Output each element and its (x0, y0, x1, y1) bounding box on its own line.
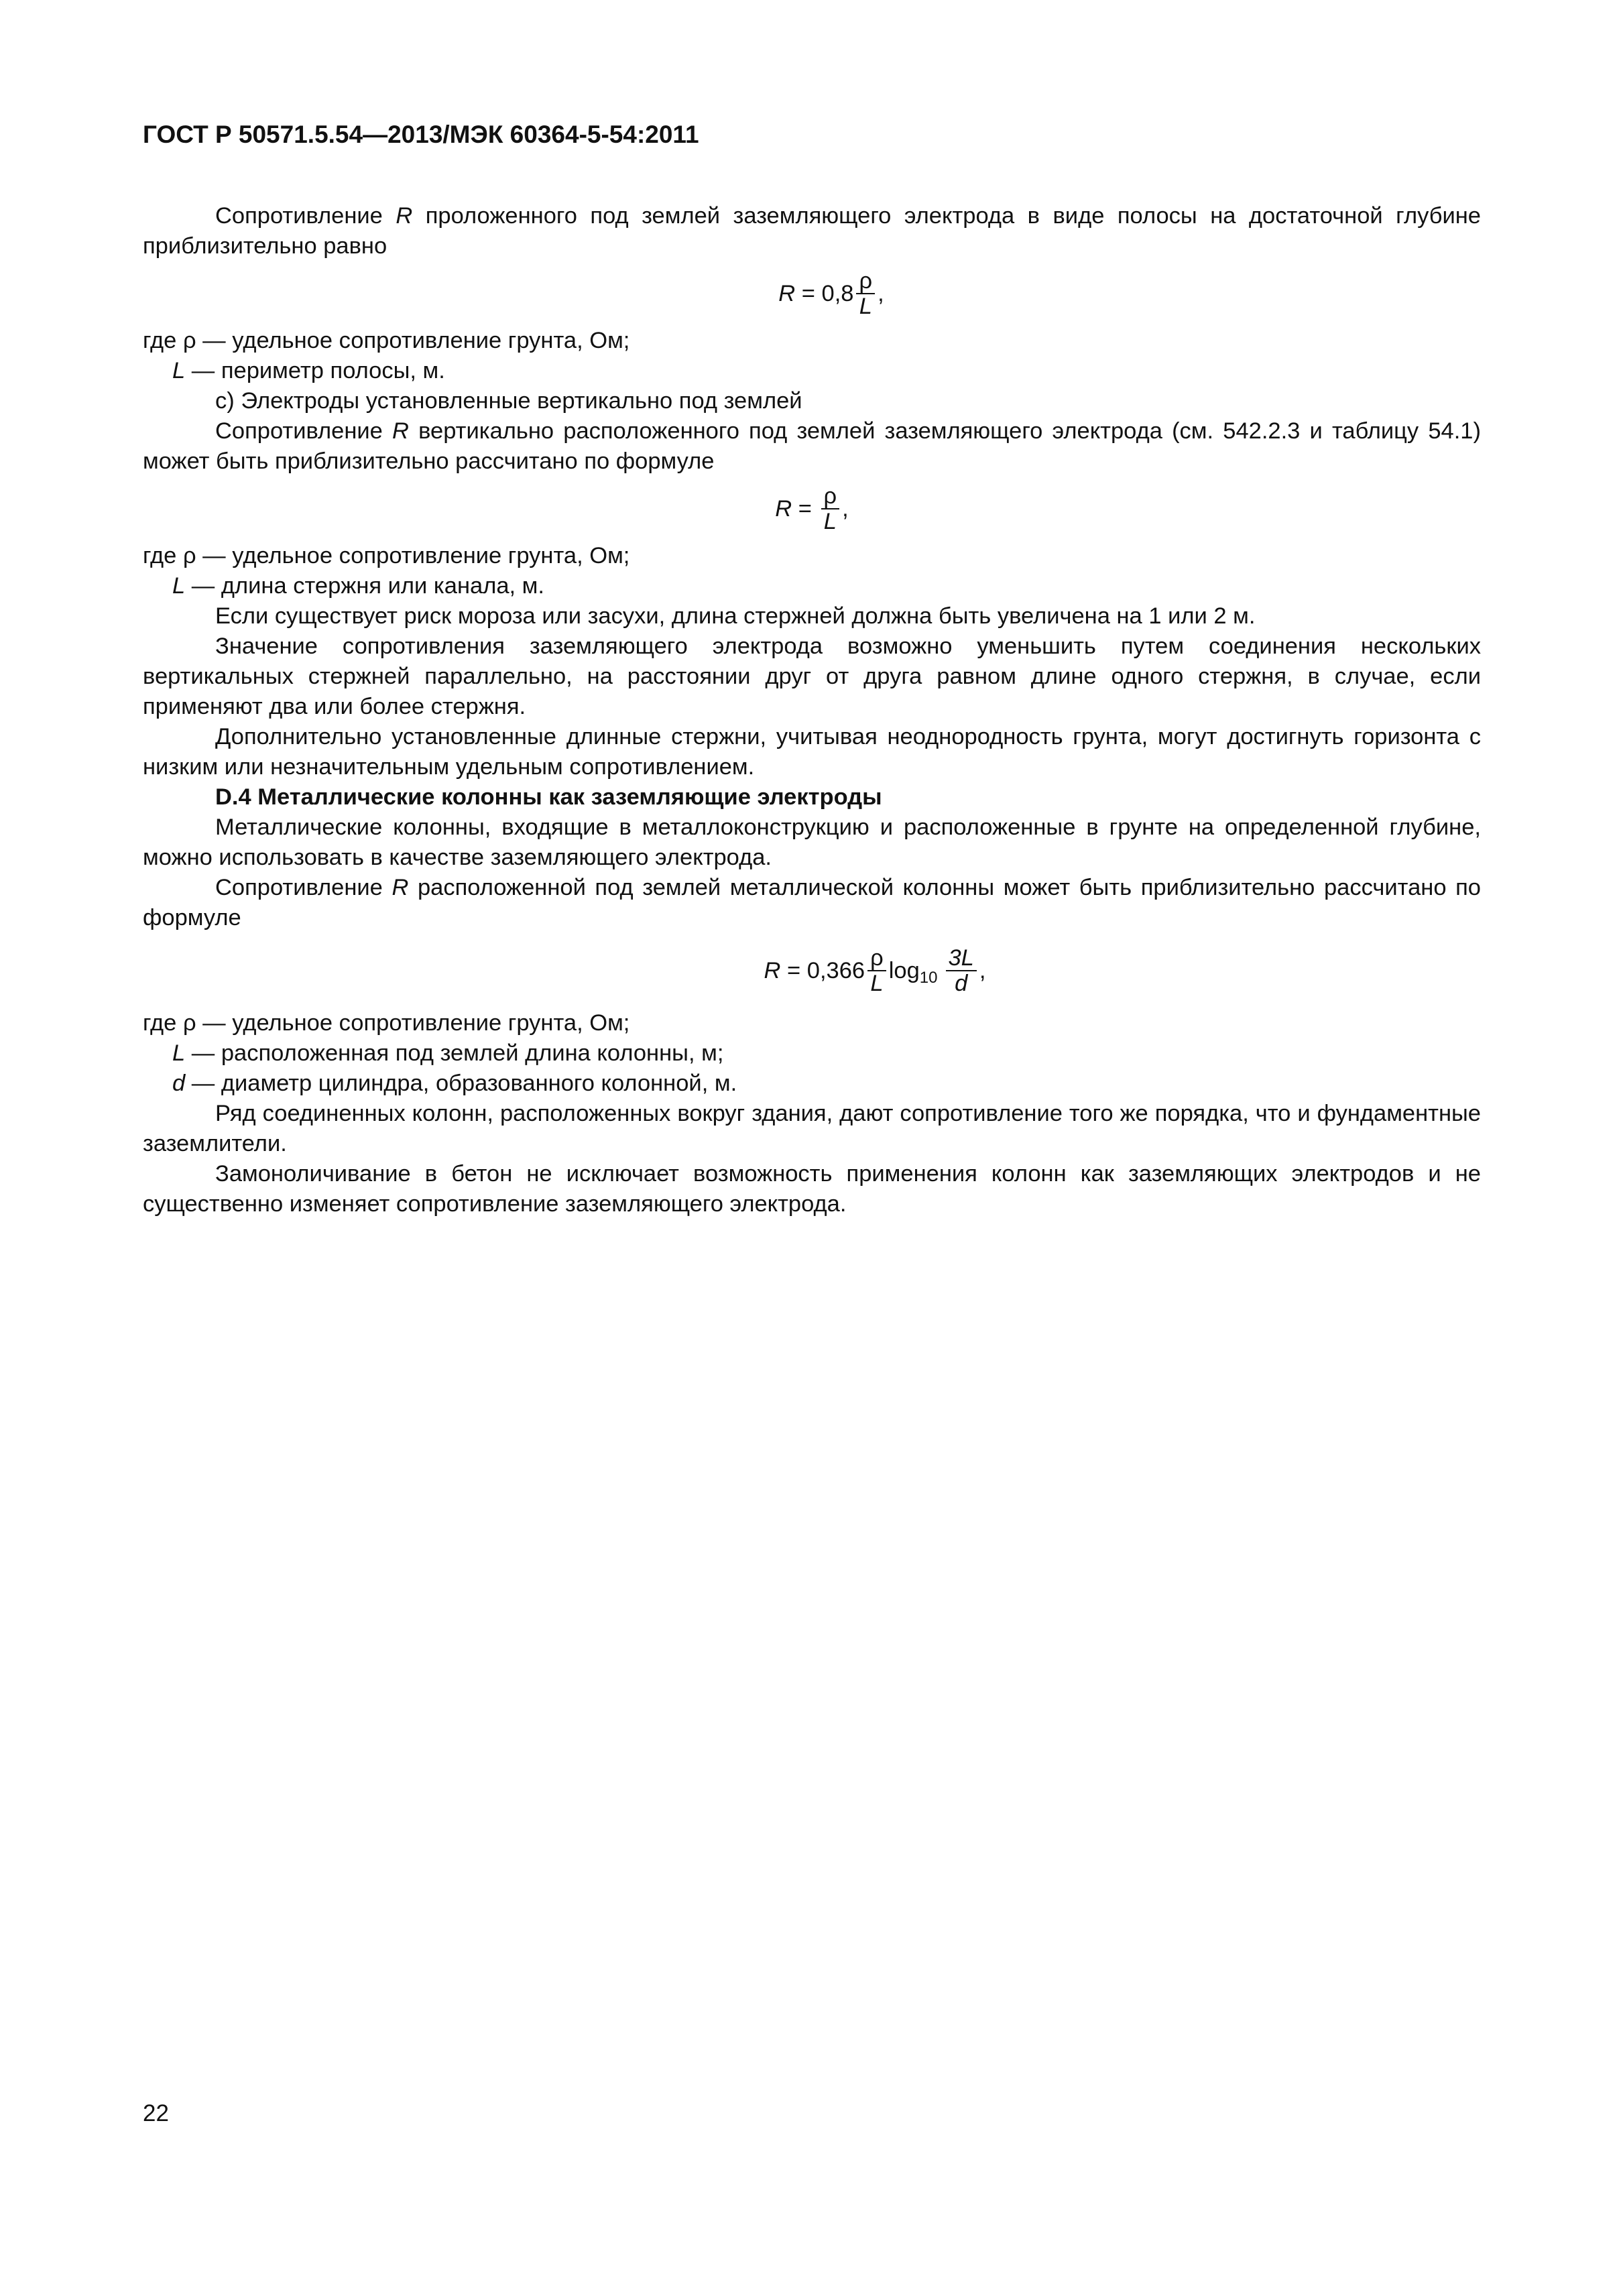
paragraph-frost-risk: Если существует риск мороза или засухи, длина стержней должна быть увеличена на 1 или 2 м. (215, 603, 1256, 629)
definitions-vertical (143, 541, 1481, 601)
fraction-3l-over-d: $\frac{3L}{d}$ (946, 946, 977, 995)
definitions-column (143, 1008, 1481, 1099)
paragraph-concrete-embedding: Замоноличивание в бетон не исключает возможность применения колонн как заземляющих электродов и не существенно изменяет сопротивление заземляющего электрода. (143, 1161, 1481, 1217)
formula-column-resistance: R = 0,366 $\frac{\rho}{L}$ log 10 $\frac{3L}{d}$ , (764, 945, 986, 996)
page-number: 22 (143, 2100, 169, 2126)
definition-l: L — длина стержня или канала, м. (172, 573, 544, 599)
fraction-rho-over-l: $\frac{\rho}{L}$ (867, 946, 886, 995)
paragraph-strip-electrode: Сопротивление R проложенного под землей заземляющего электрода в виде полосы на достаточной глубине приблизительно равно (143, 203, 1481, 259)
definition-rho: где ρ — удельное сопротивление грунта, Ом; (143, 1010, 630, 1036)
paragraph-connected-columns: Ряд соединенных колонн, расположенных вокруг здания, дают сопротивление того же порядка, что и фундаментные заземлители. (143, 1101, 1481, 1156)
paragraph-metal-columns: Металлические колонны, входящие в металлоконструкцию и расположенные в грунте на определенной глубине, можно использовать в качестве заземляющего электрода. (143, 814, 1481, 870)
paragraph-column-resistance: Сопротивление R расположенной под землей металлической колонны может быть приблизительно рассчитано по формуле (143, 875, 1481, 930)
definition-l: L — периметр полосы, м. (172, 358, 445, 383)
formula-strip-resistance: R = 0,8 $\frac{\rho}{L}$ , (778, 268, 884, 319)
fraction-rho-over-l: $\frac{\rho}{L}$ (856, 269, 875, 318)
definition-rho: где ρ — удельное сопротивление грунта, Ом; (143, 328, 630, 353)
paragraph-vertical-electrode: Сопротивление R вертикально расположенного под землей заземляющего электрода (см. 542.2.3 и таблицу 54.1) может быть приблизительно рассчитано по формуле (143, 418, 1481, 474)
formula-vertical-resistance: R = $\frac{\rho}{L}$ , (775, 483, 849, 534)
definition-d: d — диаметр цилиндра, образованного колонной, м. (172, 1071, 737, 1096)
definition-rho: где ρ — удельное сопротивление грунта, Ом; (143, 543, 630, 568)
document-header: ГОСТ Р 50571.5.54—2013/МЭК 60364-5-54:2011 (143, 121, 699, 148)
definition-l: L — расположенная под землей длина колонны, м; (172, 1040, 724, 1066)
paragraph-long-rods: Дополнительно установленные длинные стержни, учитывая неоднородность грунта, могут достигнуть горизонта с низким или незначительным удельным сопротивлением. (143, 724, 1481, 780)
section-heading-d4: D.4 Металлические колонны как заземляющие электроды (215, 784, 882, 810)
paragraph-vertical-heading: с) Электроды установленные вертикально под землей (215, 388, 802, 414)
document-body (143, 201, 1481, 1219)
definitions-strip (143, 326, 1481, 386)
paragraph-parallel-rods: Значение сопротивления заземляющего электрода возможно уменьшить путем соединения нескольких вертикальных стержней параллельно, на расстоянии друг от друга равном длине одного стержня, в случае, если применяют два или более стержня. (143, 633, 1481, 719)
fraction-rho-over-l: $\frac{\rho}{L}$ (821, 484, 840, 534)
